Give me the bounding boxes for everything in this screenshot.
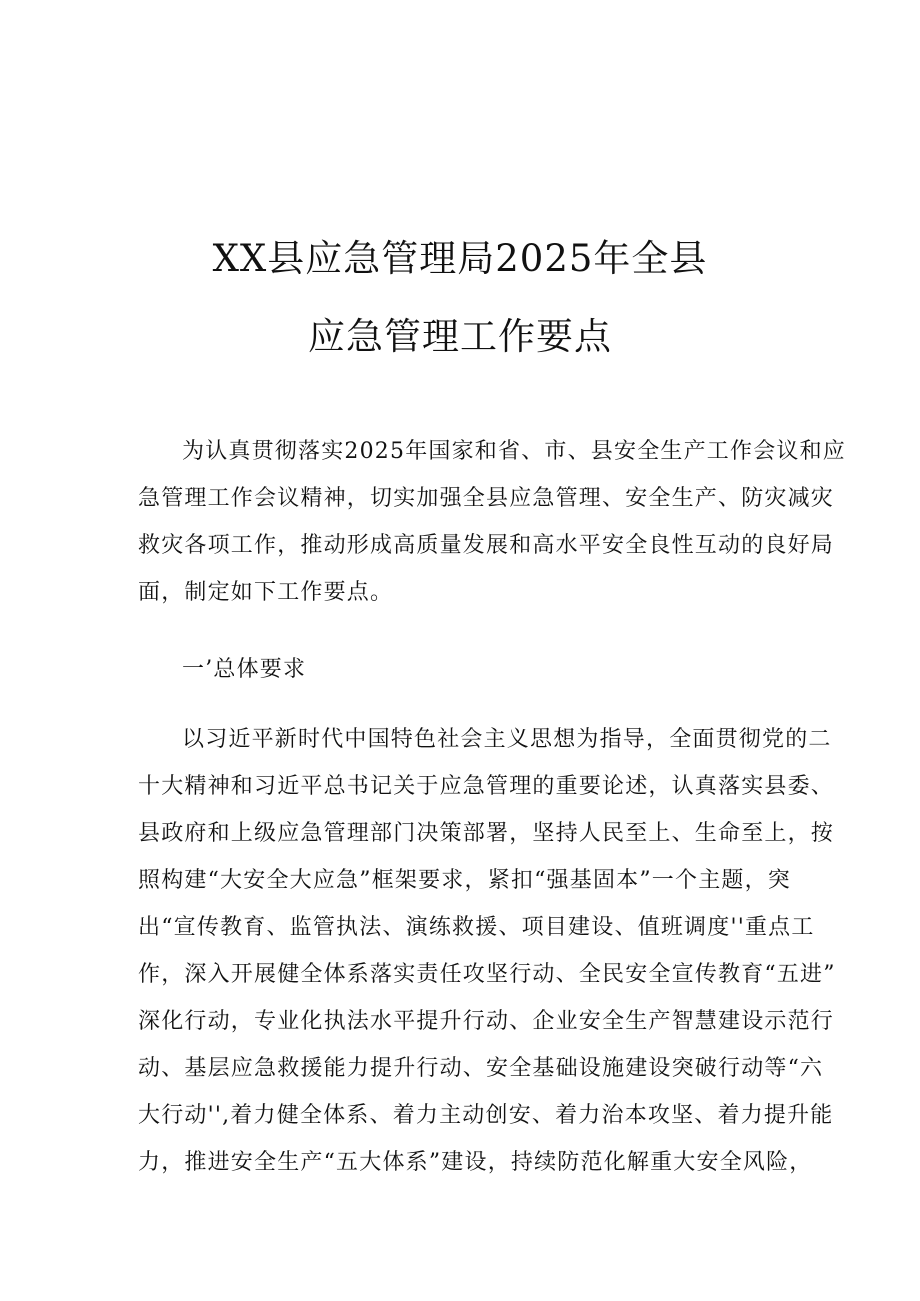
section-heading: 一’总体要求 [182, 657, 307, 682]
intro-line: 面，制定如下工作要点。 [138, 580, 394, 605]
body-line: 动、基层应急救援能力提升行动、安全基础设施建设突破行动等“六 [138, 1056, 824, 1081]
intro-line: 急管理工作会议精神，切实加强全县应急管理、安全生产、防灾减灾 [138, 486, 835, 511]
body-line: 大行动'',着力健全体系、着力主动创安、着力治本攻坚、着力提升能 [138, 1103, 834, 1128]
body-line: 作，深入开展健全体系落实责任攻坚行动、全民安全宣传教育“五进” [138, 962, 836, 987]
body-line: 十大精神和习近平总书记关于应急管理的重要论述，认真落实县委、 [138, 774, 835, 799]
body-line: 深化行动，专业化执法水平提升行动、企业安全生产智慧建设示范行 [138, 1009, 835, 1034]
body-line: 力，推进安全生产“五大体系”建设，持续防范化解重大安全风险， [138, 1150, 813, 1175]
body-line: 照构建“大安全大应急”框架要求，紧扣“强基固本”一个主题，突 [138, 868, 791, 893]
document-title-line-1: XX县应急管理局2025年全县 [212, 237, 708, 280]
intro-line: 救灾各项工作，推动形成高质量发展和高水平安全良性互动的良好局 [138, 533, 835, 558]
body-line: 县政府和上级应急管理部门决策部署，坚持人民至上、生命至上，按 [138, 821, 835, 846]
body-line: 出“宣传教育、监管执法、演练救援、项目建设、值班调度''重点工 [138, 915, 815, 940]
document-title-line-2: 应急管理工作要点 [308, 315, 612, 358]
body-line: 以习近平新时代中国特色社会主义思想为指导，全面贯彻党的二 [182, 727, 832, 752]
intro-line: 为认真贯彻落实2025年国家和省、市、县安全生产工作会议和应 [182, 439, 846, 464]
